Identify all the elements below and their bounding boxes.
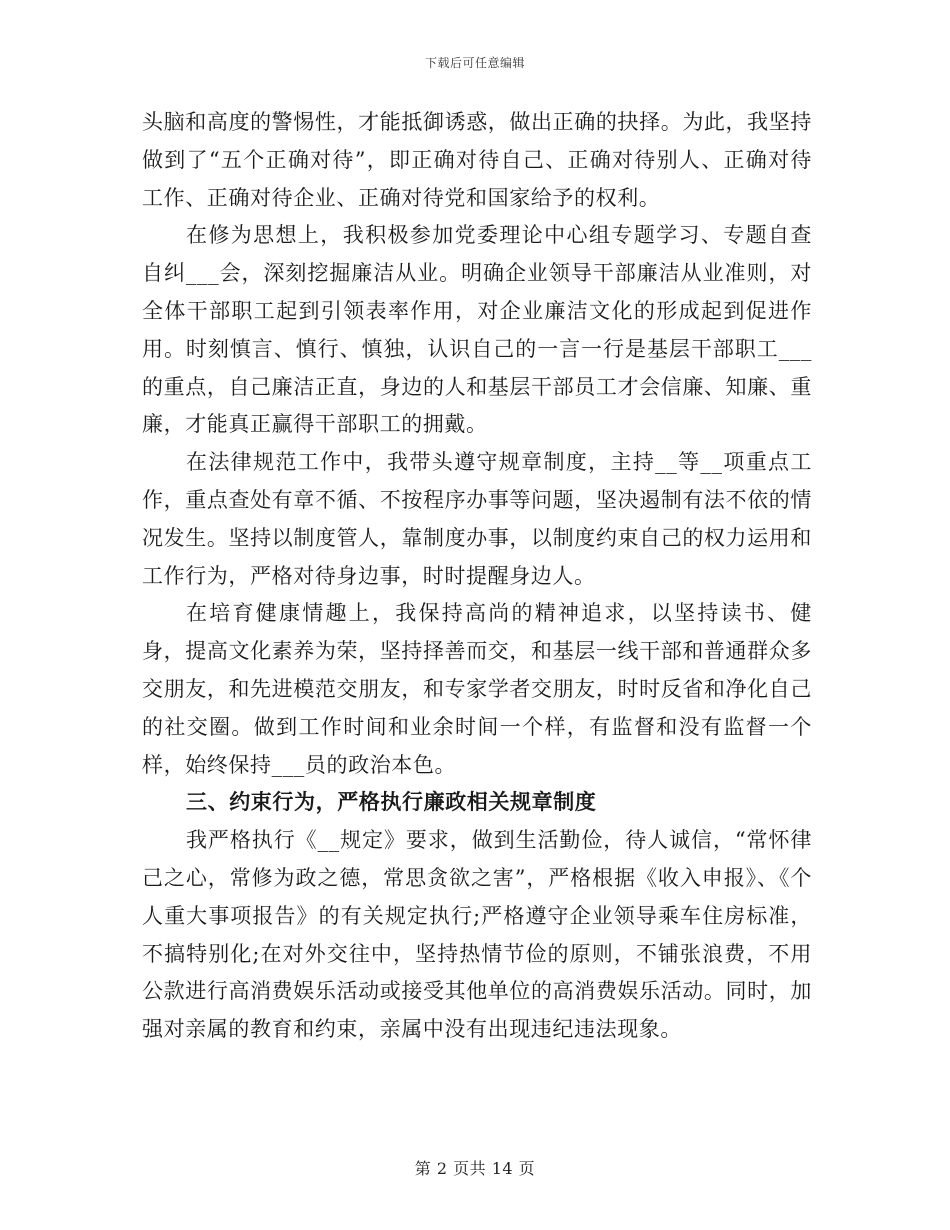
paragraph-legal-norms: 在法律规范工作中，我带头遵守规章制度，主持__等__项重点工作，重点查处有章不循、不按程序办事等问题，坚决遏制有法不依的情况发生。坚持以制度管人，靠制度办事，以制度约束自己的权力运用和工作行为，严格对待身边事，时时提醒身边人。 [142, 450, 812, 588]
page-header: 下载后可任意编辑 [424, 56, 525, 70]
document-body [142, 104, 812, 1049]
paragraph-healthy-interests: 在培育健康情趣上，我保持高尚的精神追求，以坚持读书、健身，提高文化素养为荣，坚持择善而交，和基层一线干部和普通群众多交朋友，和先进模范交朋友，和专家学者交朋友，时时反省和净化自己的社交圈。做到工作时间和业余时间一个样，有监督和没有监督一个样，始终保持___员的政治本色。 [142, 601, 812, 777]
paragraph-ideology: 在修为思想上，我积极参加党委理论中心组专题学习、专题自查自纠___会，深刻挖掘廉洁从业。明确企业领导干部廉洁从业准则，对全体干部职工起到引领表率作用，对企业廉洁文化的形成起到促进作用。时刻慎言、慎行、慎独，认识自己的一言一行是基层干部职工___的重点，自己廉洁正直，身边的人和基层干部员工才会信廉、知廉、重廉，才能真正赢得干部职工的拥戴。 [142, 223, 812, 437]
section-heading: 三、约束行为，严格执行廉政相关规章制度 [186, 790, 597, 815]
paragraph-regulations: 我严格执行《__规定》要求，做到生活勤俭，待人诚信，“常怀律己之心，常修为政之德，常思贪欲之害”，严格根据《收入申报》、《个人重大事项报告》的有关规定执行;严格遵守企业领导乘车住房标准，不搞特别化;在对外交往中，坚持热情节俭的原则，不铺张浪费，不用公款进行高消费娱乐活动或接受其他单位的高消费娱乐活动。同时，加强对亲属的教育和约束，亲属中没有出现违纪违法现象。 [142, 828, 812, 1042]
paragraph-continuation: 头脑和高度的警惕性，才能抵御诱惑，做出正确的抉择。为此，我坚持做到了“五个正确对待”，即正确对待自己、正确对待别人、正确对待工作、正确对待企业、正确对待党和国家给予的权利。 [142, 110, 812, 210]
page-footer: 第 2 页共 14 页 [414, 1159, 536, 1178]
